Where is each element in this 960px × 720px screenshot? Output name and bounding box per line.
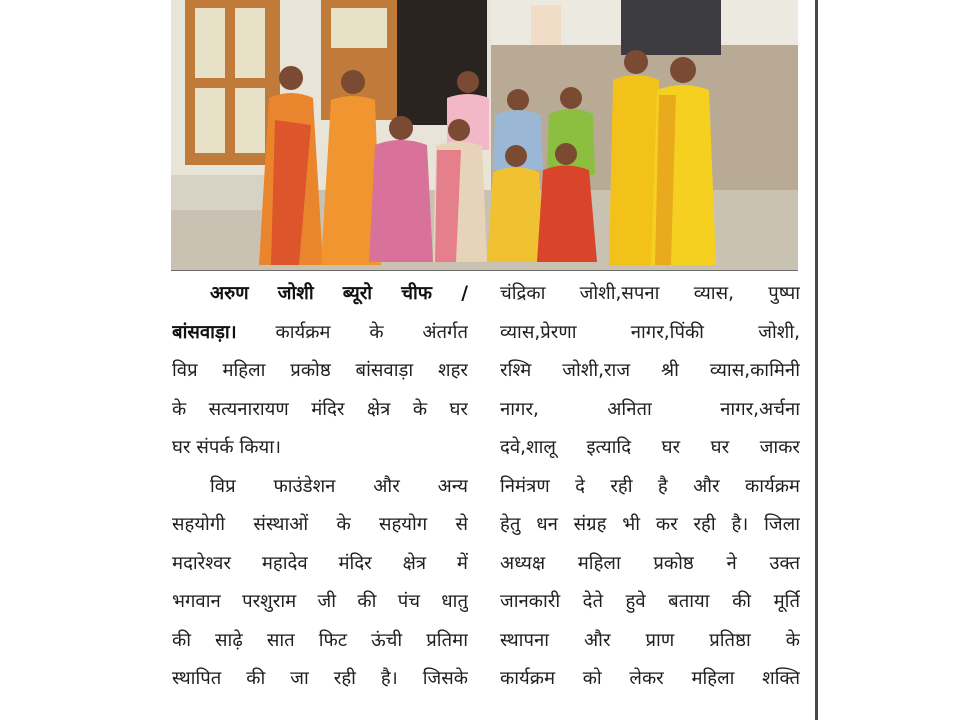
page-border bbox=[815, 0, 818, 720]
article-line: के सत्यनारायण मंदिर क्षेत्र के घर bbox=[172, 398, 468, 420]
dateline: बांसवाड़ा। bbox=[172, 321, 237, 343]
article-line: रश्मि जोशी,राज श्री व्यास,कामिनी bbox=[500, 360, 800, 381]
article-line: स्थापित की जा रही है। जिसके bbox=[172, 668, 468, 689]
window bbox=[621, 0, 721, 55]
article-line: कार्यक्रम को लेकर महिला शक्ति bbox=[500, 668, 800, 689]
article-column-right bbox=[500, 275, 800, 699]
article-line: की साढ़े सात फिट ऊंची प्रतिमा bbox=[172, 629, 468, 651]
article-line: स्थापना और प्राण प्रतिष्ठा के bbox=[500, 629, 800, 651]
byline: अरुण जोशी ब्यूरो चीफ / bbox=[210, 283, 468, 304]
article-line: दवे,शालू इत्यादि घर घर जाकर bbox=[500, 437, 800, 458]
article-line: अध्यक्ष महिला प्रकोष्ठ ने उक्त bbox=[500, 552, 800, 574]
article-line: हेतु धन संग्रह भी कर रही है। जिला bbox=[500, 514, 800, 535]
article-line: भगवान परशुराम जी की पंच धातु bbox=[172, 591, 468, 612]
news-photo bbox=[171, 0, 798, 271]
article-line: मदारेश्वर महादेव मंदिर क्षेत्र में bbox=[172, 552, 468, 574]
article-line: जानकारी देते हुवे बताया की मूर्ति bbox=[500, 591, 800, 612]
article-line: निमंत्रण दे रही है और कार्यक्रम bbox=[500, 475, 800, 497]
article-column-left bbox=[172, 275, 468, 699]
article-line: विप्र फाउंडेशन और अन्य bbox=[210, 475, 468, 497]
article-line: सहयोगी संस्थाओं के सहयोग से bbox=[172, 514, 468, 535]
article-line: घर संपर्क किया। bbox=[172, 437, 282, 458]
article-line bbox=[172, 314, 468, 353]
article-line: नागर, अनिता नागर,अर्चना bbox=[500, 398, 800, 420]
group-photo-illustration bbox=[171, 0, 798, 270]
article-line: चंद्रिका जोशी,सपना व्यास, पुष्पा bbox=[500, 283, 800, 304]
article-line: विप्र महिला प्रकोष्ठ बांसवाड़ा शहर bbox=[172, 360, 468, 381]
article-line: व्यास,प्रेरणा नागर,पिंकी जोशी, bbox=[500, 321, 800, 343]
article-line-text: कार्यक्रम के अंतर्गत bbox=[275, 321, 468, 343]
